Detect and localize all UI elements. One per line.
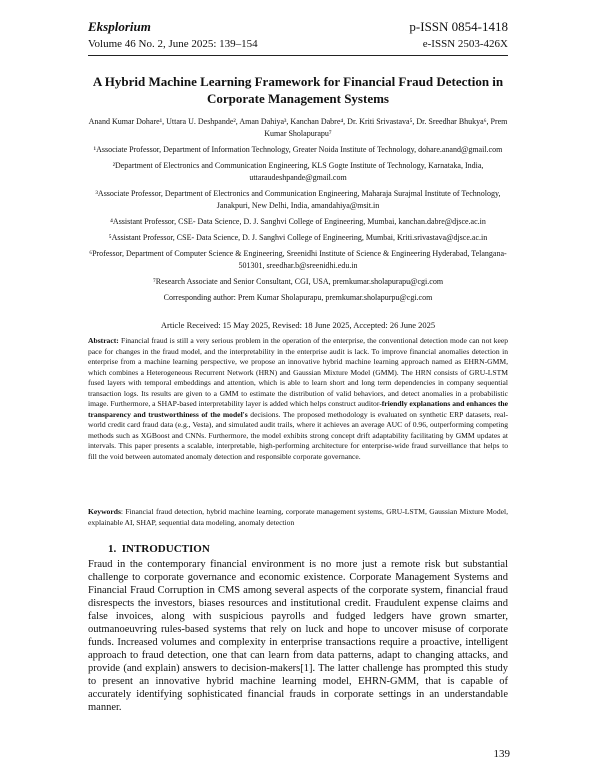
abstract-text-1: Financial fraud is still a very serious problem in the operation of the enterprise, the conventional detection mode can not keep pace for changes in the fraud model, and the interpretability in the enterprise audit is lack. To improve financial anomalies detection in enterprise from a machine learning perspective, we propose an innovative hybrid machine learning approach named as EHRN-GMM, which combines a Heterogeneous Recurrent Network (HRN) and Gaussian Mixture Model (GMM). The HRN consists of GRU-LSTM fused layers with temporal embeddings and attention, which is able to learn short and long term dependencies in company sequential transaction logs. Its results are given to a GMM to estimate the distribution of valid behaviors, and detect anomalies in a probabilistic image. Furthermore, a SHAP-based interpretability layer is added which helps construct auditor- (88, 336, 508, 408)
header-divider (88, 55, 508, 56)
affiliation-1: ¹Associate Professor, Department of Information Technology, Greater Noida Institute of Technology, dohare.anand@gmail.com (93, 145, 503, 154)
keywords (88, 507, 508, 528)
print-issn: p-ISSN 0854-1418 (409, 19, 508, 34)
running-header-bottom (88, 38, 508, 53)
keywords-label: Keywords (88, 507, 121, 516)
section-number: 1. (108, 543, 117, 555)
author-list: Anand Kumar Dohare¹, Uttara U. Deshpande², Aman Dahiya³, Kanchan Dabre⁴, Dr. Kriti Srivastava⁵, Dr. Sreedhar Bhukya⁶, Prem Kumar Sholapurapu⁷ (88, 117, 508, 138)
abstract-label: Abstract: (88, 336, 119, 345)
affiliation-4: ⁴Assistant Professor, CSE- Data Science, D. J. Sanghvi College of Engineering, Mumbai, kanchan.dabre@djsce.ac.in (110, 217, 486, 226)
affiliation-3: ³Associate Professor, Department of Electronics and Communication Engineering, Maharaja Surajmal Institute of Technology, Janakpuri, New Delhi, India, amandahiya@msit.in (95, 189, 501, 210)
electronic-issn: e-ISSN 2503-426X (422, 38, 508, 50)
affiliation-5: ⁵Assistant Professor, CSE- Data Science, D. J. Sanghvi College of Engineering, Mumbai, Kriti.srivastava@djsce.ac.in (108, 233, 488, 242)
corresponding-author: Corresponding author: Prem Kumar Sholapurapu, premkumar.sholapurpu@cgi.com (163, 293, 433, 302)
affiliation-2: ²Department of Electronics and Communication Engineering, KLS Gogte Institute of Technology, Karnataka, India, uttaraudeshpande@gmail.com (112, 161, 484, 182)
page-number: 139 (493, 748, 510, 760)
journal-name: Eksplorium (88, 19, 151, 34)
paper-title: A Hybrid Machine Learning Framework for Financial Fraud Detection in Corporate Management Systems (92, 74, 504, 106)
article-dates: Article Received: 15 May 2025, Revised: 18 June 2025, Accepted: 26 June 2025 (160, 320, 436, 330)
running-header-top (88, 19, 508, 35)
abstract-emphasis: friendly explanations and enhances the transparency and trustworthiness of the model's (88, 399, 508, 419)
abstract (88, 336, 508, 462)
keywords-text: : Financial fraud detection, hybrid machine learning, corporate management systems, GRU-LSTM, Gaussian Mixture Model, explainable AI, SHAP, sequential data modeling, anomaly detection (88, 507, 508, 527)
volume-info: Volume 46 No. 2, June 2025: 139–154 (88, 38, 258, 50)
affiliation-6: ⁶Professor, Department of Computer Science & Engineering, Sreenidhi Institute of Science & Engineering Hyderabad, Telangana-501301, sreedhar.b@sreenidhi.edu.in (89, 249, 507, 270)
section-heading (108, 543, 210, 555)
section-title: INTRODUCTION (121, 543, 210, 555)
affiliation-7: ⁷Research Associate and Senior Consultant, CGI, USA, premkumar.sholapurapu@cgi.com (152, 277, 444, 286)
introduction-paragraph: Fraud in the contemporary financial environment is no more just a remote risk but substantial challenge to corporate governance and economic existence. Corporate Management Systems and Financial Fraud Corruption in CMS among several aspects of the corporate system, financial fraud disrespects the investors, biases resources and institutional credit. Fraudulent expense claims and false invoices, along with suspicious payrolls and fudged ledgers have grown smarter, outmanoeuvring rules-based systems that rely on luck and hope to uncover misuse of corporate funds. Increased volumes and complexity in enterprise transactions require a proactive, intelligent approach to fraud detection, one that can learn from data patterns, adapt to changing attacks, and provide (and explain) answers to decision-makers[1]. The latter challenge has prompted this study to present an innovative hybrid machine learning model, EHRN-GMM, that is capable of accurately identifying sophisticated financial frauds in corporate settings in an understandable manner. (88, 559, 508, 713)
author-block (88, 116, 508, 308)
abstract-text-2: decisions. The proposed methodology is evaluated on synthetic ERP datasets, real-world credit card fraud data (e.g., Vesta), and simulated audit trails, where it achieves an average AUC of 0.96, outperforming competing methods such as XGBoost and CNNs. Furthermore, the model exhibits strong concept drift adaptability facilitating by GMM updates at intervals. This paper presents a scalable, interpretable, high-performing architecture for enterprise-wide fraud surveillance that helps to fill the void between automated anomaly detection and responsible corporate governance. (88, 409, 508, 461)
